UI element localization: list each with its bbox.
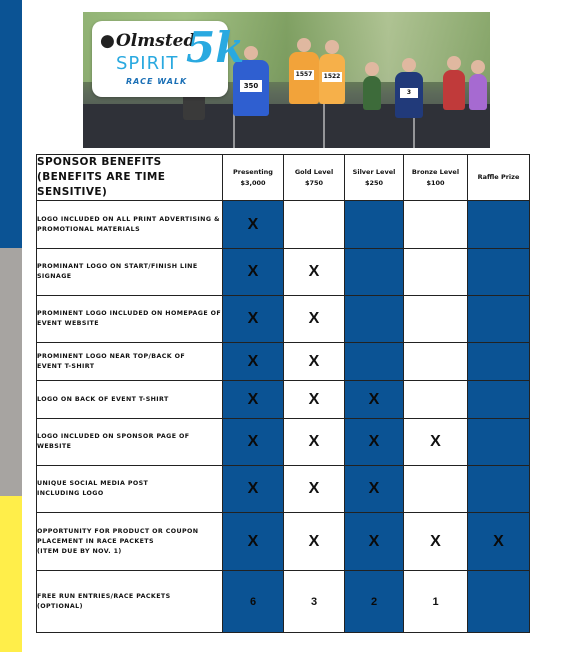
cell-raffle: X — [468, 513, 530, 571]
cell-presenting: X — [223, 381, 284, 419]
table-row — [37, 296, 530, 343]
cell-bronze — [404, 201, 468, 249]
paw-print-icon: ● — [100, 31, 115, 51]
cell-silver: 2 — [345, 571, 404, 633]
cell-silver: X — [345, 513, 404, 571]
cell-silver — [345, 296, 404, 343]
benefit-line: FREE RUN ENTRIES/RACE PACKETS — [37, 592, 171, 600]
benefit-line: (OPTIONAL) — [37, 602, 83, 610]
cell-raffle — [468, 201, 530, 249]
cell-presenting: X — [223, 466, 284, 513]
cell-bronze: X — [404, 513, 468, 571]
benefit-line: PROMINANT LOGO ON START/FINISH LINE — [37, 263, 198, 270]
cell-bronze — [404, 381, 468, 419]
table-row — [37, 249, 530, 296]
cell-silver: X — [345, 419, 404, 466]
logo-spirit-text: SPIRIT — [116, 53, 179, 74]
cell-bronze — [404, 296, 468, 343]
cell-raffle — [468, 296, 530, 343]
level-header-presenting: Presenting $3,000 — [223, 155, 284, 201]
runner-3 — [319, 54, 345, 104]
benefit-description — [37, 296, 223, 343]
benefit-description — [37, 466, 223, 513]
benefit-line: (ITEM DUE BY NOV. 1) — [37, 547, 122, 555]
left-stripe-blue — [0, 0, 22, 248]
hero-photo — [83, 12, 490, 148]
cell-gold: X — [284, 513, 345, 571]
cell-raffle — [468, 571, 530, 633]
benefit-description — [37, 513, 223, 571]
benefits-header — [37, 155, 223, 201]
left-stripe-yellow — [0, 496, 22, 652]
runner-bib: 1557 — [295, 71, 313, 78]
cell-silver — [345, 343, 404, 381]
logo-race-walk-text: RACE WALK — [126, 77, 188, 86]
benefit-line: LOGO INCLUDED ON SPONSOR PAGE OF — [37, 433, 190, 440]
cell-gold: X — [284, 466, 345, 513]
runner-6 — [443, 70, 465, 110]
benefits-subtitle: (BENEFITS ARE TIME SENSITIVE) — [37, 171, 166, 198]
benefit-line: WEBSITE — [37, 443, 72, 450]
benefit-line: PROMINENT LOGO INCLUDED ON HOMEPAGE OF — [37, 310, 222, 317]
cell-raffle — [468, 381, 530, 419]
table-row — [37, 201, 530, 249]
runner-2 — [289, 52, 319, 104]
table-row — [37, 513, 530, 571]
table-row — [37, 381, 530, 419]
cell-silver: X — [345, 381, 404, 419]
benefit-line: PLACEMENT IN RACE PACKETS — [37, 537, 154, 545]
cell-silver: X — [345, 466, 404, 513]
benefit-line: UNIQUE SOCIAL MEDIA POST — [37, 480, 149, 487]
runner-bib: 1522 — [323, 73, 341, 80]
table-row — [37, 571, 530, 633]
runner-8 — [469, 74, 487, 110]
logo-olmsted-text: Olmsted — [116, 31, 196, 51]
table-row — [37, 343, 530, 381]
runner-4 — [395, 72, 423, 118]
left-stripe-gray — [0, 248, 22, 496]
benefit-line: PROMOTIONAL MATERIALS — [37, 225, 141, 233]
cell-bronze — [404, 249, 468, 296]
benefit-line: INCLUDING LOGO — [37, 490, 104, 497]
cell-bronze — [404, 343, 468, 381]
cell-silver — [345, 201, 404, 249]
cell-raffle — [468, 466, 530, 513]
cell-presenting: X — [223, 296, 284, 343]
runner-bib: 3 — [400, 88, 418, 98]
cell-silver — [345, 249, 404, 296]
runner-5 — [363, 76, 381, 110]
logo-5k-text: 5k — [186, 23, 245, 72]
cell-raffle — [468, 419, 530, 466]
level-header-raffle: Raffle Prize — [468, 155, 530, 201]
level-header-gold: Gold Level $750 — [284, 155, 345, 201]
photo-track — [83, 104, 490, 148]
cell-raffle — [468, 249, 530, 296]
olmsted-spirit-5k-logo — [92, 21, 245, 97]
cell-presenting: X — [223, 343, 284, 381]
level-header-bronze: Bronze Level $100 — [404, 155, 468, 201]
benefit-line: OPPORTUNITY FOR PRODUCT OR COUPON — [37, 527, 199, 535]
sponsor-benefits-table — [36, 154, 530, 633]
cell-bronze — [404, 466, 468, 513]
benefit-description — [37, 419, 223, 466]
cell-presenting: 6 — [223, 571, 284, 633]
benefit-description — [37, 343, 223, 381]
benefit-line: SIGNAGE — [37, 273, 72, 280]
cell-gold: X — [284, 249, 345, 296]
benefit-line: EVENT WEBSITE — [37, 320, 99, 327]
cell-bronze: X — [404, 419, 468, 466]
benefit-line: PROMINENT LOGO NEAR TOP/BACK OF — [37, 352, 186, 360]
benefit-description — [37, 201, 223, 249]
cell-presenting: X — [223, 201, 284, 249]
table-row — [37, 466, 530, 513]
benefit-description — [37, 249, 223, 296]
cell-raffle — [468, 343, 530, 381]
benefit-description — [37, 381, 223, 419]
benefit-line: LOGO INCLUDED ON ALL PRINT ADVERTISING & — [37, 215, 220, 223]
table-row — [37, 419, 530, 466]
cell-gold: X — [284, 296, 345, 343]
benefits-title: SPONSOR BENEFITS — [37, 156, 162, 168]
benefit-line: EVENT T-SHIRT — [37, 362, 95, 370]
cell-presenting: X — [223, 249, 284, 296]
benefit-description — [37, 571, 223, 633]
level-header-silver: Silver Level $250 — [345, 155, 404, 201]
cell-presenting: X — [223, 419, 284, 466]
benefit-line: LOGO ON BACK OF EVENT T-SHIRT — [37, 395, 169, 403]
cell-gold: X — [284, 343, 345, 381]
table-header-row — [37, 155, 530, 201]
cell-gold — [284, 201, 345, 249]
cell-gold: 3 — [284, 571, 345, 633]
runner-bib: 350 — [240, 80, 262, 92]
cell-bronze: 1 — [404, 571, 468, 633]
cell-gold: X — [284, 381, 345, 419]
cell-presenting: X — [223, 513, 284, 571]
cell-gold: X — [284, 419, 345, 466]
